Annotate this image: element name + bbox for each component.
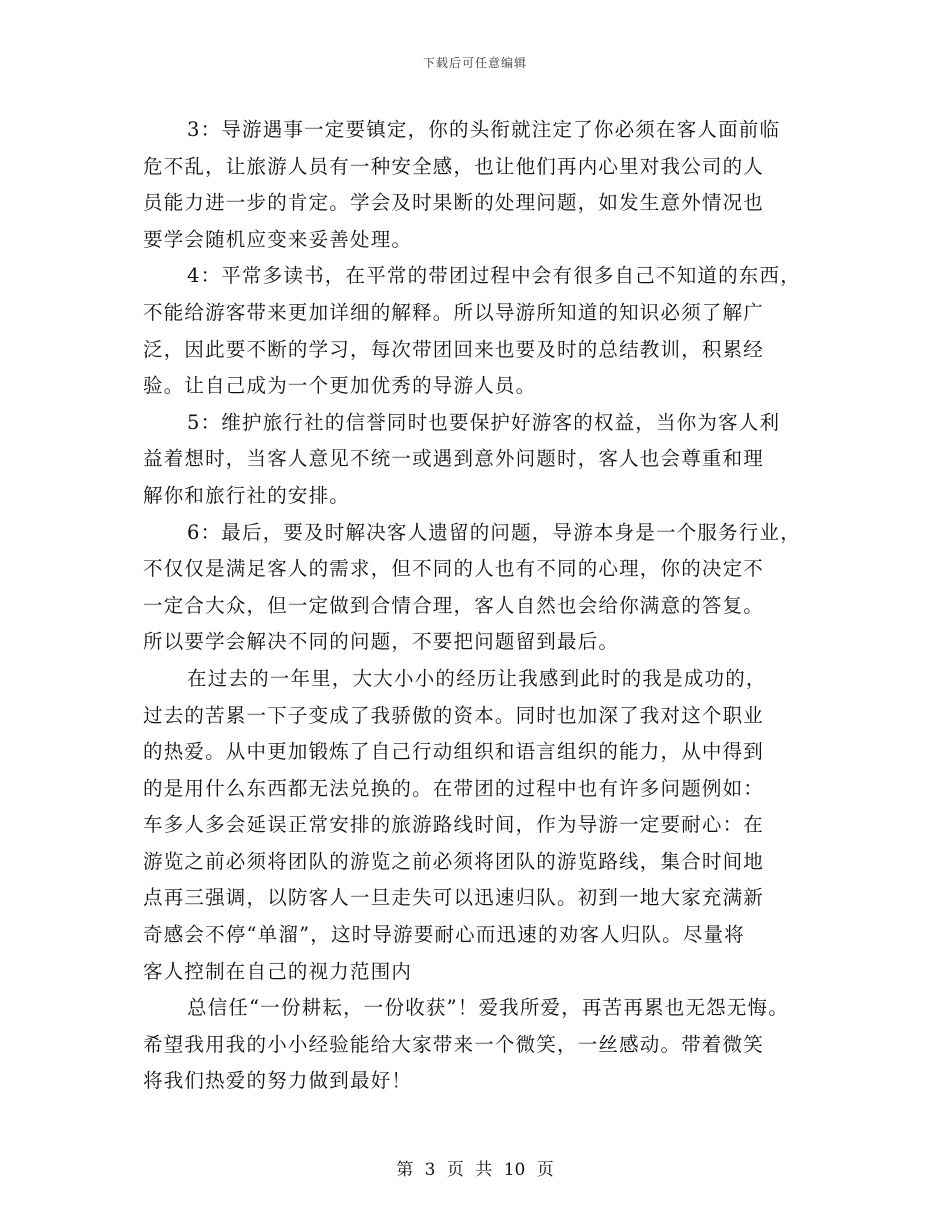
page-number: 第 3 页 共 10 页 — [396, 1160, 554, 1180]
paragraph-line: 车多人多会延误正常安排的旅游路线时间，作为导游一定要耐心：在 — [143, 813, 765, 837]
paragraph-4 — [143, 258, 815, 404]
paragraph-line: 的是用什么东西都无法兑换的。在带团的过程中也有许多问题例如： — [143, 776, 765, 800]
paragraph-line: 的热爱。从中更加锻炼了自己行动组织和语言组织的能力，从中得到 — [143, 740, 765, 764]
paragraph-closing — [143, 990, 815, 1100]
paragraph-line: 泛，因此要不断的学习，每次带团回来也要及时的总结教训，积累经 — [143, 337, 765, 361]
paragraph-line: 5：维护旅行社的信誉同时也要保护好游客的权益，当你为客人利 — [187, 410, 781, 434]
paragraph-line: 3：导游遇事一定要镇定，你的头衔就注定了你必须在客人面前临 — [187, 118, 781, 141]
paragraph-line: 要学会随机应变来妥善处理。 — [143, 227, 413, 251]
paragraph-line: 过去的苦累一下子变成了我骄傲的资本。同时也加深了我对这个职业 — [143, 703, 765, 727]
paragraph-line: 将我们热爱的努力做到最好！ — [143, 1069, 413, 1093]
paragraph-line: 解你和旅行社的安排。 — [143, 483, 351, 507]
paragraph-line: 总信任“一份耕耘，一份收获”！爱我所爱，再苦再累也无怨无悔。 — [187, 996, 789, 1020]
paragraph-5 — [143, 405, 815, 515]
header-note: 下载后可任意编辑 — [422, 56, 527, 70]
paragraph-line: 客人控制在自己的视力范围内 — [143, 959, 413, 983]
paragraph-line: 所以要学会解决不同的问题，不要把问题留到最后。 — [143, 630, 620, 654]
body-text — [143, 112, 815, 1100]
paragraph-6 — [143, 515, 815, 661]
paragraph-past-year — [143, 661, 815, 990]
paragraph-line: 游览之前必须将团队的游览之前必须将团队的游览路线，集合时间地 — [143, 849, 765, 873]
paragraph-line: 不能给游客带来更加详细的解释。所以导游所知道的知识必须了解广 — [143, 300, 765, 324]
paragraph-line: 不仅仅是满足客人的需求，但不同的人也有不同的心理，你的决定不 — [143, 557, 765, 581]
paragraph-line: 6：最后，要及时解决客人遗留的问题，导游本身是一个服务行业， — [187, 520, 801, 544]
paragraph-line: 4：平常多读书，在平常的带团过程中会有很多自己不知道的东西， — [187, 264, 801, 288]
paragraph-line: 益着想时，当客人意见不统一或遇到意外问题时，客人也会尊重和理 — [143, 447, 765, 471]
paragraph-line: 验。让自己成为一个更加优秀的导游人员。 — [143, 374, 537, 398]
paragraph-line: 员能力进一步的肯定。学会及时果断的处理问题，如发生意外情况也 — [143, 191, 765, 215]
paragraph-3 — [143, 112, 815, 258]
paragraph-line: 在过去的一年里，大大小小的经历让我感到此时的我是成功的， — [187, 666, 767, 690]
paragraph-line: 危不乱，让旅游人员有一种安全感，也让他们再内心里对我公司的人 — [143, 154, 765, 178]
paragraph-line: 奇感会不停“单溜”，这时导游要耐心而迅速的劝客人归队。尽量将 — [143, 923, 745, 947]
paragraph-line: 点再三强调，以防客人一旦走失可以迅速归队。初到一地大家充满新 — [143, 886, 765, 910]
paragraph-line: 希望我用我的小小经验能给大家带来一个微笑，一丝感动。带着微笑 — [143, 1032, 765, 1056]
paragraph-line: 一定合大众，但一定做到合情合理，客人自然也会给你满意的答复。 — [143, 593, 765, 617]
